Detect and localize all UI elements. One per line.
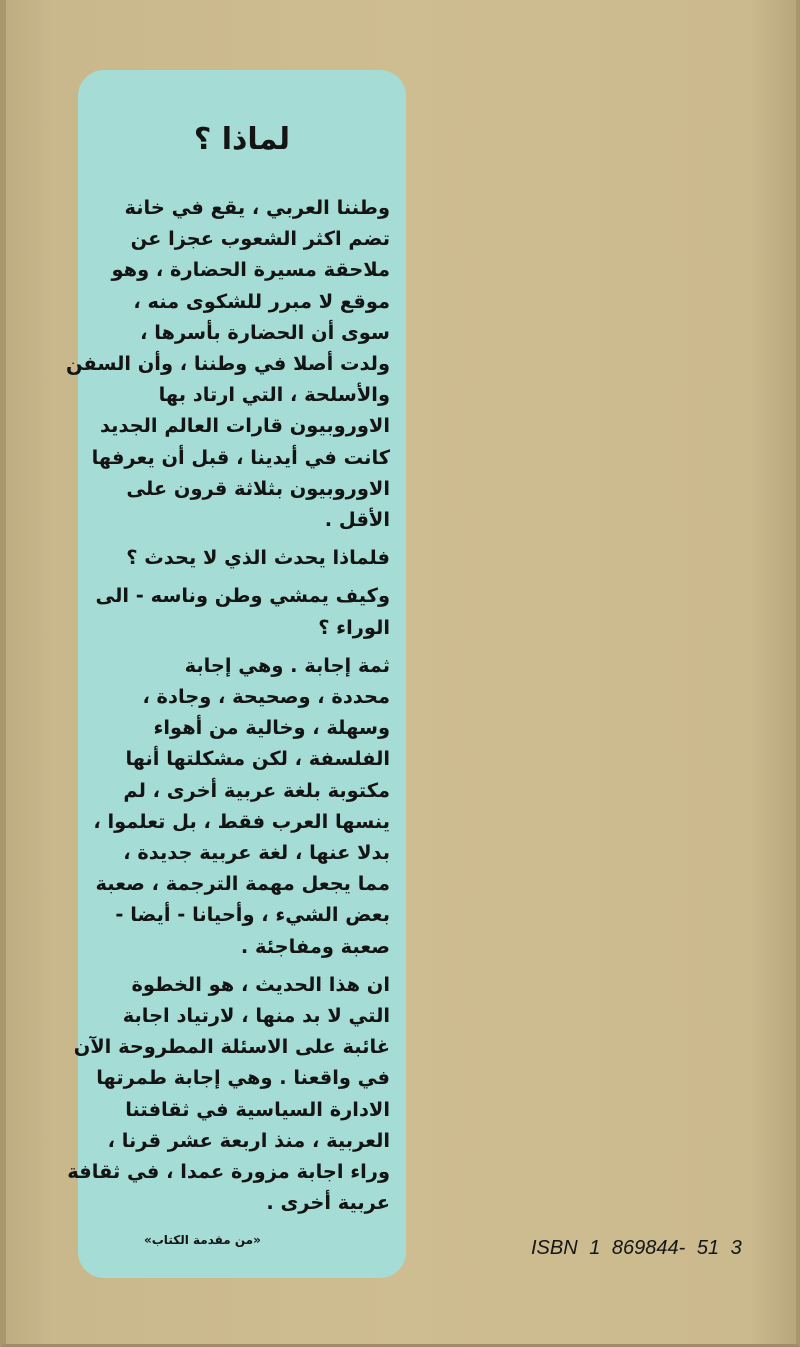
blurb-line: وراء اجابة مزورة عمدا ، في ثقافة [67,1160,390,1184]
blurb-line: الادارة السياسية في ثقافتنا [125,1097,390,1121]
blurb-line: محددة ، وصحيحة ، وجادة ، [142,685,390,709]
blurb-line: غائبة على الاسئلة المطروحة الآن [73,1035,390,1059]
blurb-line: بعض الشيء ، وأحيانا - أيضا - [115,903,390,927]
blurb-line: ينسها العرب فقط ، بل تعلموا ، [93,809,390,833]
blurb-paragraph [94,650,390,962]
blurb-line: وكيف يمشي وطن وناسه - الى [95,584,390,608]
blurb-line: الأقل . [324,508,390,532]
blurb-line: ملاحقة مسيرة الحضارة ، وهو [111,258,390,282]
blurb-body [65,192,390,1219]
blurb-line: الاوروبيون قارات العالم الجديد [99,414,390,438]
isbn-number: ISBN 1 869844- 51 3 [531,1237,742,1259]
blurb-line: في واقعنا . وهي إجابة طمرتها [96,1066,390,1090]
blurb-line: الاوروبيون بثلاثة قرون على [126,476,390,500]
blurb-line: صعبة ومفاجئة . [240,934,390,958]
blurb-panel [65,70,406,1278]
blurb-line: مكتوبة بلغة عربية أخرى ، لم [123,778,390,802]
blurb-line: موقع لا مبرر للشكوى منه ، [133,289,390,313]
blurb-paragraph [67,969,390,1219]
blurb-title: لماذا ؟ [193,122,291,157]
blurb-line: ان هذا الحديث ، هو الخطوة [131,972,390,996]
blurb-line: تضم اكثر الشعوب عجزا عن [130,227,390,251]
blurb-line: بدلا عنها ، لغة عربية جديدة ، [123,841,390,865]
blurb-line: ثمة إجابة . وهي إجابة [184,653,390,677]
blurb-line: ولدت أصلا في وطننا ، وأن السفن [65,352,390,376]
blurb-line: كانت في أيدينا ، قبل أن يعرفها [91,445,390,469]
blurb-line: التي لا بد منها ، لارتياد اجابة [122,1004,390,1028]
blurb-line: عربية أخرى . [266,1191,390,1215]
blurb-line: والأسلحة ، التي ارتاد بها [158,383,390,407]
blurb-line: العربية ، منذ اربعة عشر قرنا ، [107,1128,390,1152]
blurb-line: فلماذا يحدث الذي لا يحدث ؟ [126,546,390,570]
blurb-line: الوراء ؟ [318,615,390,639]
blurb-line: سوى أن الحضارة بأسرها ، [140,320,390,344]
blurb-paragraph [65,192,390,535]
blurb-line: وسهلة ، وخالية من أهواء [153,716,390,740]
blurb-line: وطننا العربي ، يقع في خانة [124,196,390,219]
blurb-paragraph [94,542,390,573]
blurb-line: الفلسفة ، لكن مشكلتها أنها [125,747,390,771]
blurb-line: مما يجعل مهمة الترجمة ، صعبة [95,872,390,896]
blurb-source-note: «من مقدمة الكتاب» [144,1232,261,1247]
blurb-paragraph [94,580,390,642]
